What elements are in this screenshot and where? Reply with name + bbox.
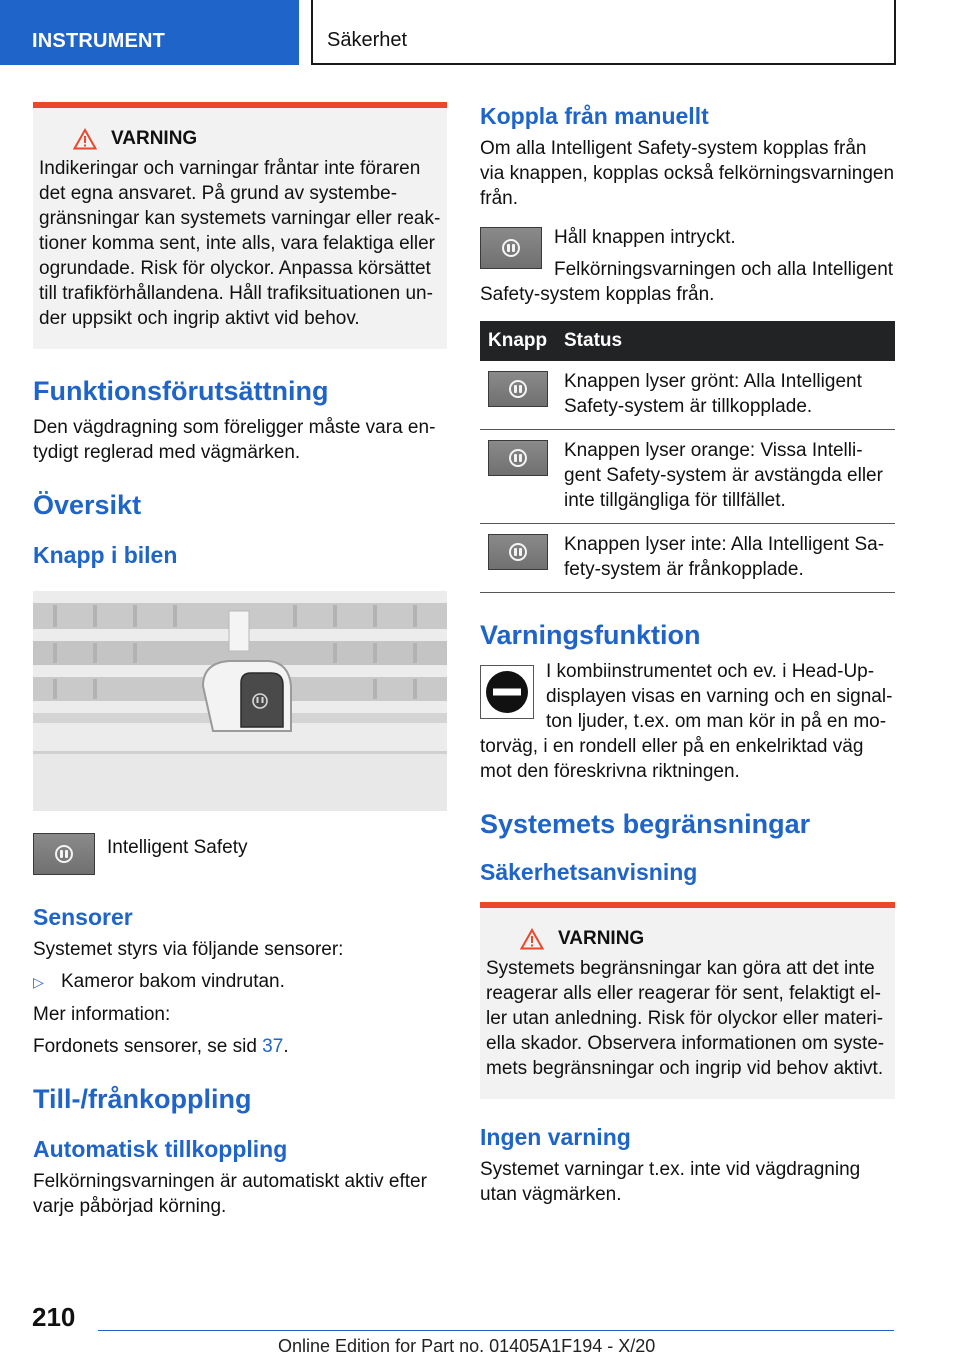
heading-varningsfunktion: Varningsfunktion [480,620,701,650]
varnings-block [480,659,895,784]
hall-text: Håll knappen intryckt. [554,227,736,248]
warning-title [486,928,889,950]
heading-sensorer: Sensorer [33,904,133,930]
warning-box [480,902,895,1099]
sensor-item: Kameror bakom vindrutan. [61,971,285,992]
table-header-knapp: Knapp [480,321,556,361]
list-item [33,969,447,995]
heading-oversikt: Översikt [33,490,142,520]
status-cell: Knappen lyser grönt: Alla Intelligent Safety-system är tillkopplade. [556,361,895,430]
button-orange-icon [488,440,548,476]
ingen-text: Systemet varningar t.ex. inte vid vägdragning utan vägmärken. [480,1159,861,1205]
auto-text: Felkörningsvarningen är automatiskt aktiv efter varje påbörjad körning. [33,1171,427,1217]
warning-title-text: VARNING [558,928,645,949]
warning-title [39,128,441,150]
warning-triangle-icon [73,128,97,150]
warning-triangle-icon [520,928,544,950]
intelligent-safety-button-icon [33,833,95,875]
hall-text-2: Felkörningsvarningen och alla Intelligent Safety-system kopplas från. [480,259,894,305]
button-off-icon [488,534,548,570]
table-row [480,361,895,430]
status-cell: Knappen lyser orange: Vissa Intelligent Safety-system är avstängda eller inte tillgängliga för tillfället. [556,430,895,524]
triangle-bullet-icon: ▷ [33,974,44,990]
button-green-icon [488,371,548,407]
heading-automatisk-tillkoppling: Automatisk tillkoppling [33,1136,288,1162]
page-link-37[interactable]: 37 [262,1036,284,1057]
fordonets-sensorer-reference: Fordonets sensorer, se sid 37. [33,1036,289,1057]
section-title: Säkerhet [311,0,896,65]
status-table [480,321,895,593]
heading-koppla-fran-manuellt: Koppla från manuellt [480,103,709,129]
warning-text: Systemets begränsningar kan göra att det inte reagerar alls eller reagerar för sent, felaktigt eller utan anledning. Risk för olyckor eller materiella skador. Observera informationen om systemets begränsningar och ingrip vid behov aktivt. [486,958,885,1079]
warning-text: Indikeringar och varningar fråntar inte föraren det egna ansvaret. På grund av systembegränsningar kan systemets varningar eller reaktioner komma sent, inte alls, vara felaktiga eller ogrundade. Risk för olyckor. Anpassa körsättet till trafikförhållandena. Håll trafiksituationen under uppsikt och ingrip aktivt vid behov. [39,158,441,329]
intelligent-safety-button-icon [480,227,542,269]
table-header-status: Status [556,321,895,361]
status-cell: Knappen lyser inte: Alla Intelligent Safety-system är frånkopplade. [556,524,895,593]
no-entry-icon [480,665,534,719]
footer-divider [98,1330,894,1331]
button-label: Intelligent Safety [107,837,248,858]
table-row [480,524,895,593]
varnings-text: I kombiinstrumentet och ev. i Head-Up-displayen visas en varning och en signalton ljuder, t.ex. om man kör in på en motorväg, i en rondell eller på en enkelriktad väg mot den föreskrivna riktningen. [480,661,893,782]
warning-box [33,102,447,349]
mer-information: Mer information: [33,1004,171,1025]
heading-sakerhetsanvisning: Säkerhetsanvisning [480,859,698,885]
left-column [33,102,447,1219]
page-number: 210 [32,1302,76,1332]
edition-footer: Online Edition for Part no. 01405A1F194 - X/20 [278,1336,656,1356]
heading-funktionsforutsattning: Funktionsförutsättning [33,376,329,406]
heading-till-frankoppling: Till-/frånkoppling [33,1084,252,1114]
button-label-row [33,833,447,875]
heading-systemets-begransningar: Systemets begränsningar [480,809,811,839]
dashboard-button-image [33,591,447,811]
chapter-tab: INSTRUMENT [0,0,299,65]
button-photo [33,591,447,811]
sensorer-text: Systemet styrs via följande sensorer: [33,939,344,960]
table-row [480,430,895,524]
right-column [480,102,895,1207]
warning-title-text: VARNING [111,128,198,149]
heading-knapp-i-bilen: Knapp i bilen [33,542,178,568]
funktion-text: Den vägdragning som föreligger måste vara entydigt reglerad med vägmärken. [33,417,436,463]
hold-button-instruction [480,225,895,307]
heading-ingen-varning: Ingen varning [480,1124,631,1150]
koppla-text: Om alla Intelligent Safety-system kopplas från via knappen, kopplas också felkörningsvarningen från. [480,138,895,209]
